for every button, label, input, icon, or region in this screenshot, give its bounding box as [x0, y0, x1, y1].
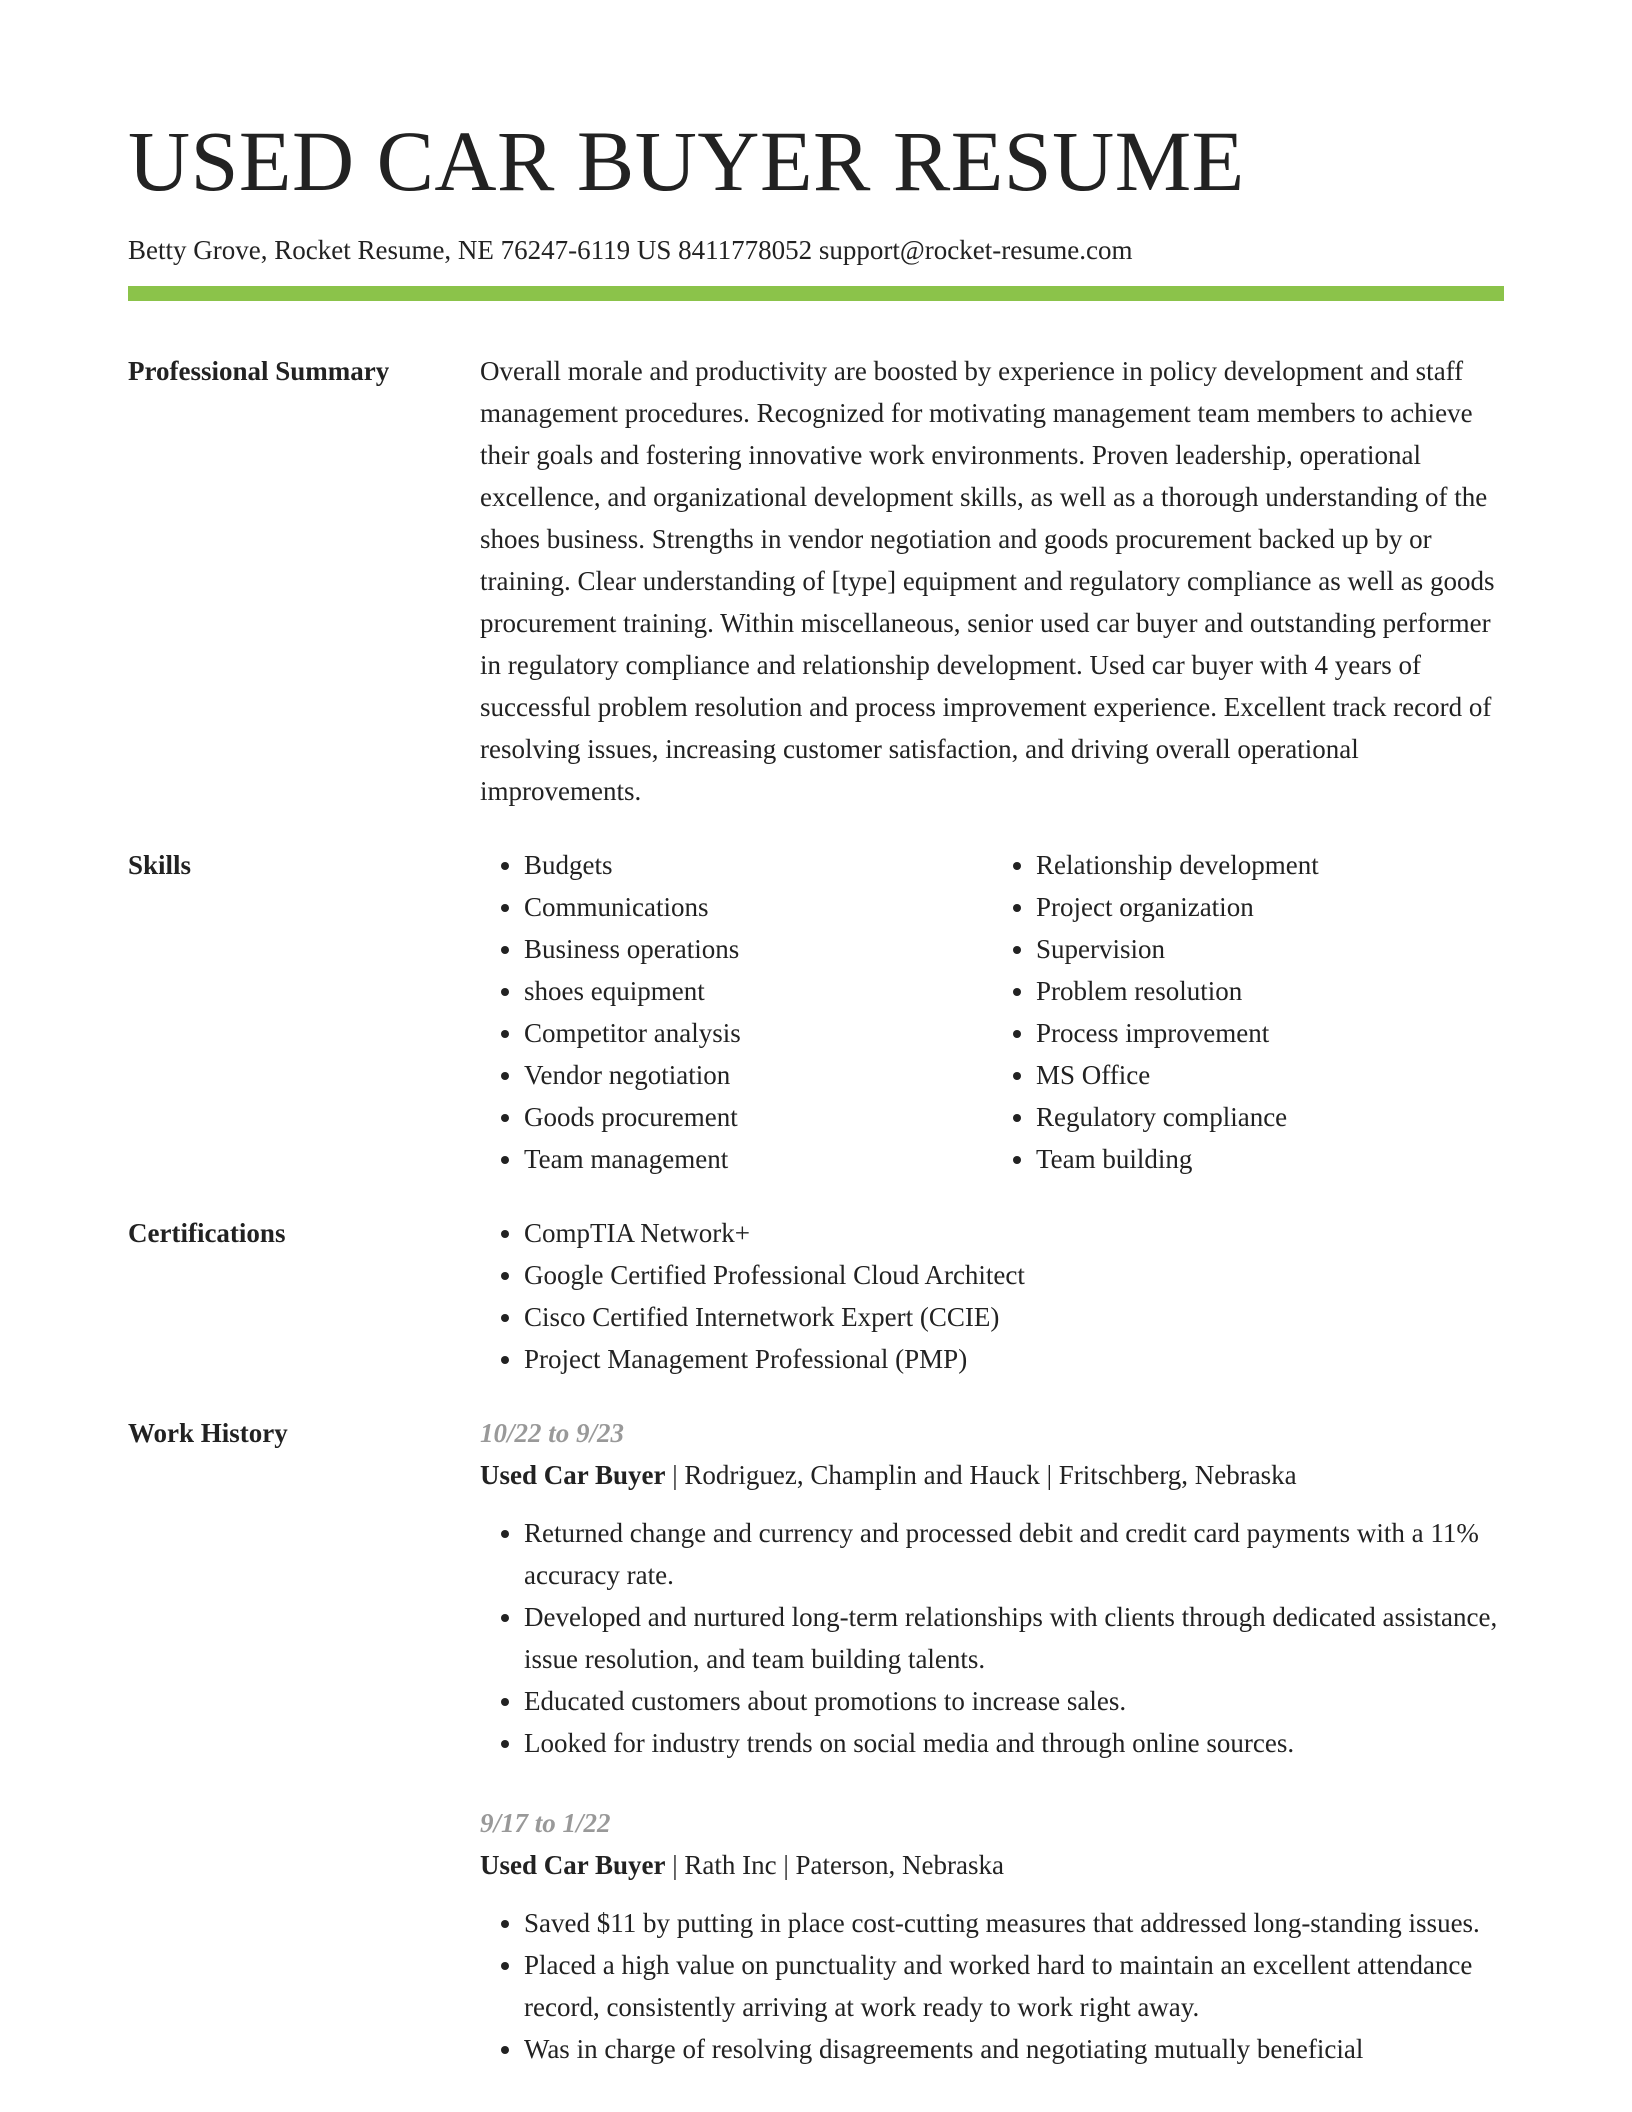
skills-list-right	[992, 844, 1504, 1180]
skills-list-left	[480, 844, 992, 1180]
summary-text: Overall morale and productivity are boosted by experience in policy development and staff management procedures. Recognized for motivating management team members to achieve their goals and fostering innovative work environments. Proven leadership, operational excellence, and organizational development skills, as well as a thorough understanding of the shoes business. Strengths in vendor negotiation and goods procurement backed up by or training. Clear understanding of [type] equipment and regulatory compliance as well as goods procurement training. Within miscellaneous, senior used car buyer and outstanding performer in regulatory compliance and relationship development. Used car buyer with 4 years of successful problem resolution and process improvement experience. Excellent track record of resolving issues, increasing customer satisfaction, and driving overall operational improvements.	[480, 356, 1495, 806]
skills-grid	[480, 844, 1504, 1180]
skill-item: • Relationship development	[1036, 844, 1504, 886]
certifications-heading: Certifications	[128, 1218, 286, 1248]
skill-item: • Competitor analysis	[524, 1012, 992, 1054]
accent-divider	[128, 286, 1504, 301]
job-bullets	[480, 1512, 1504, 1764]
summary-body	[480, 350, 1504, 812]
skill-item: • Project organization	[1036, 886, 1504, 928]
page-title: USED CAR BUYER RESUME	[128, 113, 1245, 209]
job-bullet: • Placed a high value on punctuality and worked hard to maintain an excellent attendance record, consistently arriving at work ready to work right away.	[524, 1944, 1504, 2028]
job-dates: 9/17 to 1/22	[480, 1808, 611, 1838]
job-bullet: • Looked for industry trends on social media and through online sources.	[524, 1722, 1504, 1764]
job-heading	[480, 1454, 1504, 1496]
skills-heading: Skills	[128, 850, 192, 880]
work-history-section	[128, 1412, 1504, 2108]
skill-item: • Supervision	[1036, 928, 1504, 970]
skill-item: • Regulatory compliance	[1036, 1096, 1504, 1138]
skills-body	[480, 844, 1504, 1180]
certifications-list	[480, 1212, 1504, 1380]
job-bullet: • Developed and nurtured long-term relationships with clients through dedicated assistance, issue resolution, and team building talents.	[524, 1596, 1504, 1680]
job-title: Used Car Buyer	[480, 1460, 666, 1490]
contact-line: Betty Grove, Rocket Resume, NE 76247-6119 US 8411778052 support@rocket-resume.com	[128, 235, 1133, 265]
certification-item: • CompTIA Network+	[524, 1212, 1504, 1254]
skill-item: • Goods procurement	[524, 1096, 992, 1138]
job-bullet: • Educated customers about promotions to increase sales.	[524, 1680, 1504, 1722]
skill-item: • Problem resolution	[1036, 970, 1504, 1012]
skill-item: • Business operations	[524, 928, 992, 970]
certification-item: • Project Management Professional (PMP)	[524, 1338, 1504, 1380]
skill-item: • Budgets	[524, 844, 992, 886]
summary-section	[128, 350, 1504, 812]
job-employer-location: | Rodriguez, Champlin and Hauck | Fritschberg, Nebraska	[665, 1460, 1297, 1490]
job-bullet: • Returned change and currency and processed debit and credit card payments with a 11% accuracy rate.	[524, 1512, 1504, 1596]
skills-section	[128, 844, 1504, 1180]
certification-item: • Cisco Certified Internetwork Expert (CCIE)	[524, 1296, 1504, 1338]
skill-item: • Team building	[1036, 1138, 1504, 1180]
job-entry	[480, 1412, 1504, 1764]
work-history-heading: Work History	[128, 1418, 288, 1448]
job-employer-location: | Rath Inc | Paterson, Nebraska	[665, 1850, 1004, 1880]
certifications-section	[128, 1212, 1504, 1380]
certifications-body	[480, 1212, 1504, 1380]
work-history-body	[480, 1412, 1504, 2108]
skill-item: • Team management	[524, 1138, 992, 1180]
job-bullets	[480, 1902, 1504, 2070]
job-dates: 10/22 to 9/23	[480, 1418, 625, 1448]
job-bullet: • Saved $11 by putting in place cost-cutting measures that addressed long-standing issues.	[524, 1902, 1504, 1944]
skill-item: • Process improvement	[1036, 1012, 1504, 1054]
skill-item: • MS Office	[1036, 1054, 1504, 1096]
skill-item: • Vendor negotiation	[524, 1054, 992, 1096]
job-entry	[480, 1802, 1504, 2070]
skill-item: • Communications	[524, 886, 992, 928]
resume-sections	[128, 350, 1504, 2108]
job-bullet: • Was in charge of resolving disagreements and negotiating mutually beneficial	[524, 2028, 1504, 2070]
certification-item: • Google Certified Professional Cloud Architect	[524, 1254, 1504, 1296]
skill-item: • shoes equipment	[524, 970, 992, 1012]
job-heading	[480, 1844, 1504, 1886]
summary-heading: Professional Summary	[128, 356, 390, 386]
job-title: Used Car Buyer	[480, 1850, 666, 1880]
